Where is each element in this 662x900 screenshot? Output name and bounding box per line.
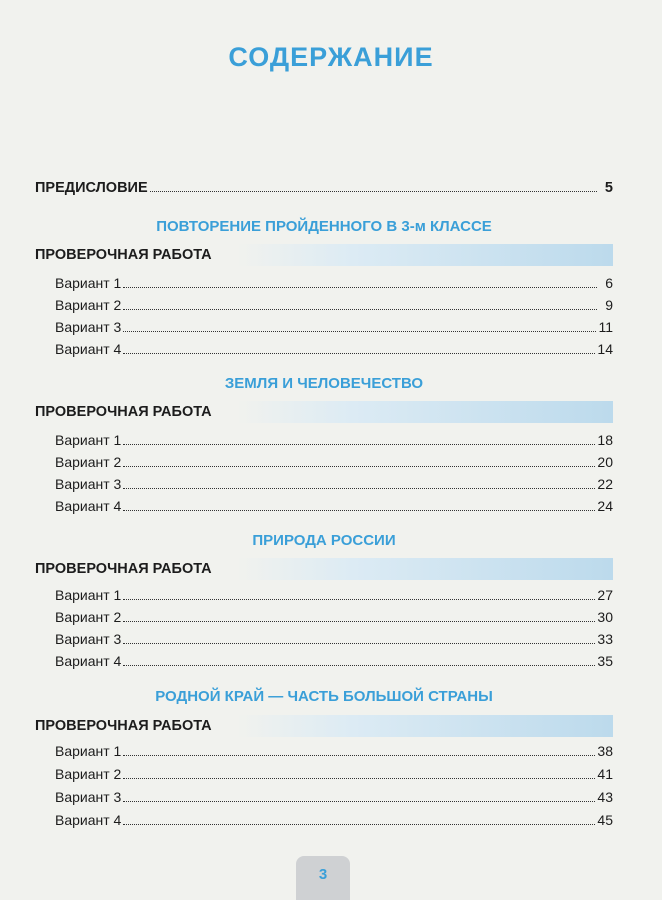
dot-leader (123, 654, 595, 666)
entry-page: 5 (604, 180, 613, 196)
entry-label: Вариант 1 (55, 432, 122, 448)
dot-leader (123, 455, 595, 467)
subheading-text: ПРОВЕРОЧНАЯ РАБОТА (35, 404, 212, 420)
toc-entry[interactable] (55, 789, 613, 805)
toc-entry[interactable] (55, 631, 613, 647)
entry-page: 14 (597, 341, 613, 357)
entry-label: ПРЕДИСЛОВИЕ (35, 180, 148, 196)
dot-leader (123, 744, 595, 756)
subheading-text: ПРОВЕРОЧНАЯ РАБОТА (35, 718, 212, 734)
entry-label: Вариант 2 (55, 297, 122, 313)
entry-label: Вариант 2 (55, 454, 122, 470)
entry-page: 38 (597, 743, 613, 759)
entry-label: Вариант 3 (55, 476, 122, 492)
entry-label: Вариант 2 (55, 766, 122, 782)
entry-page: 43 (597, 789, 613, 805)
toc-entry[interactable] (55, 743, 613, 759)
dot-leader (123, 320, 596, 332)
entry-page: 20 (597, 454, 613, 470)
toc-entry[interactable] (55, 319, 613, 335)
section-subheading (35, 715, 613, 737)
dot-leader (123, 433, 595, 445)
entry-page: 6 (605, 275, 613, 291)
entry-label: Вариант 3 (55, 631, 122, 647)
section-heading: ПОВТОРЕНИЕ ПРОЙДЕННОГО В 3-м КЛАССЕ (156, 218, 492, 235)
toc-entry[interactable] (55, 812, 613, 828)
toc-entry[interactable] (55, 432, 613, 448)
entry-label: Вариант 2 (55, 609, 122, 625)
subheading-text: ПРОВЕРОЧНАЯ РАБОТА (35, 561, 212, 577)
section-heading: ЗЕМЛЯ И ЧЕЛОВЕЧЕСТВО (224, 375, 424, 392)
section-subheading (35, 244, 613, 266)
toc-entry-preface[interactable] (35, 180, 613, 196)
dot-leader (150, 180, 597, 192)
entry-page: 22 (597, 476, 613, 492)
dot-leader (123, 813, 595, 825)
entry-page: 33 (597, 631, 613, 647)
dot-leader (123, 588, 595, 600)
toc-entry[interactable] (55, 498, 613, 514)
entry-page: 9 (605, 297, 613, 313)
dot-leader (123, 610, 595, 622)
entry-page: 27 (597, 587, 613, 603)
entry-label: Вариант 1 (55, 275, 122, 291)
section-heading: РОДНОЙ КРАЙ — ЧАСТЬ БОЛЬШОЙ СТРАНЫ (155, 688, 493, 705)
toc-entry[interactable] (55, 766, 613, 782)
entry-label: Вариант 4 (55, 341, 122, 357)
section-subheading (35, 558, 613, 580)
entry-label: Вариант 1 (55, 587, 122, 603)
entry-label: Вариант 4 (55, 498, 122, 514)
entry-page: 35 (597, 653, 613, 669)
dot-leader (123, 477, 595, 489)
toc-entry[interactable] (55, 587, 613, 603)
entry-label: Вариант 4 (55, 812, 122, 828)
dot-leader (123, 790, 595, 802)
entry-label: Вариант 4 (55, 653, 122, 669)
page-number: 3 (318, 866, 328, 883)
section-heading: ПРИРОДА РОССИИ (252, 532, 396, 549)
entry-page: 11 (598, 319, 613, 335)
toc-entry[interactable] (55, 297, 613, 313)
toc-entry[interactable] (55, 653, 613, 669)
entry-label: Вариант 1 (55, 743, 122, 759)
dot-leader (123, 276, 597, 288)
entry-page: 24 (597, 498, 613, 514)
dot-leader (123, 342, 595, 354)
toc-entry[interactable] (55, 275, 613, 291)
entry-label: Вариант 3 (55, 789, 122, 805)
toc-entry[interactable] (55, 341, 613, 357)
dot-leader (123, 632, 595, 644)
dot-leader (123, 499, 595, 511)
toc-entry[interactable] (55, 476, 613, 492)
page-title: СОДЕРЖАНИЕ (228, 42, 434, 72)
section-subheading (35, 401, 613, 423)
dot-leader (123, 767, 595, 779)
entry-page: 45 (597, 812, 613, 828)
entry-label: Вариант 3 (55, 319, 122, 335)
entry-page: 41 (597, 766, 613, 782)
subheading-text: ПРОВЕРОЧНАЯ РАБОТА (35, 247, 212, 263)
toc-entry[interactable] (55, 609, 613, 625)
entry-page: 30 (597, 609, 613, 625)
dot-leader (123, 298, 597, 310)
page-number-tab (296, 856, 350, 900)
entry-page: 18 (597, 432, 613, 448)
toc-entry[interactable] (55, 454, 613, 470)
